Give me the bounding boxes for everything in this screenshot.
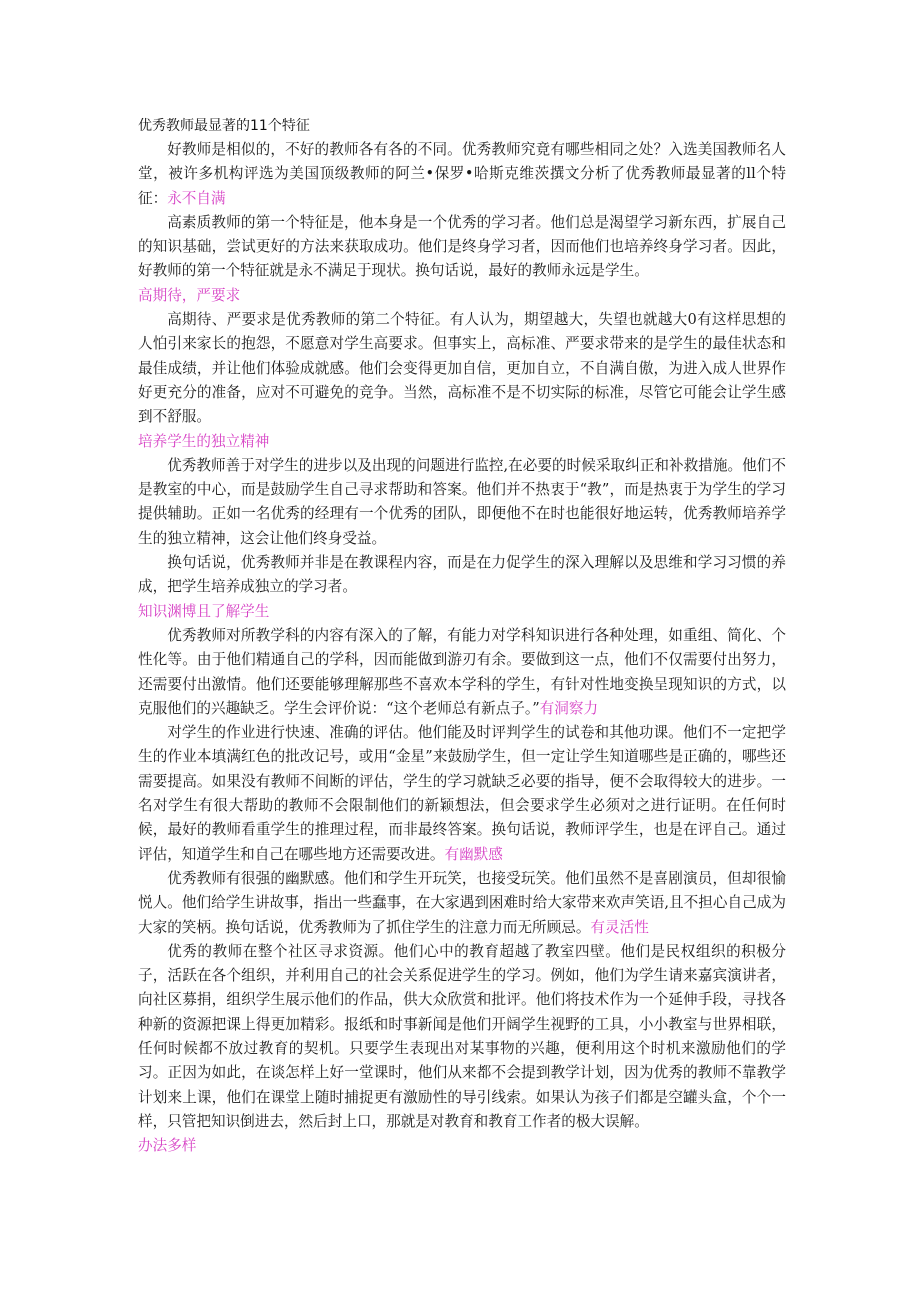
paragraph-independence-2: 换句话说，优秀教师并非是在教课程内容，而是在力促学生的深入理解以及思维和学习习惯的养成，把学生培养成独立的学习者。 <box>138 554 786 596</box>
section-heading-insight: 有洞察力 <box>539 699 599 717</box>
document-page <box>138 114 786 1158</box>
paragraph-lifelong-learner: 高素质教师的第一个特征是，他本身是一个优秀的学习者。他们总是渴望学习新东西，扩展自己的知识基础，尝试更好的方法来获取成功。他们是终身学习者，因而他们也培养终身学习者。因此，好教师的第一个特征就是永不满足于现状。换句话说，最好的教师永远是学生。 <box>138 213 786 280</box>
section-heading-never-satisfied: 永不自满 <box>167 189 226 207</box>
intro-text: 好教师是相似的，不好的教师各有各的不同。优秀教师究竟有哪些相同之处？入选美国教师名人堂，被许多机构评选为美国顶级教师的阿兰•保罗•哈斯克维茨撰文分析了优秀教师最显著的ll个特征： <box>138 141 786 207</box>
knowledgeable-text: 优秀教师对所教学科的内容有深入的了解，有能力对学科知识进行各种处理，如重组、简化、个性化等。由于他们精通自己的学科，因而能做到游刃有余。要做到这一点，他们不仅需要付出努力，还需要付出激情。他们还要能够理解那些不喜欢本学科的学生，有针对性地变换呈现知识的方式，以克服他们的兴趣缺乏。学生会评价说：“这个老师总有新点子。” <box>138 626 786 717</box>
paragraph-independence-1: 优秀教师善于对学生的进步以及出现的问题进行监控,在必要的时候采取纠正和补救措施。他们不是教室的中心，而是鼓励学生自己寻求帮助和答案。他们并不热衷于“教”，而是热衷于为学生的学习提供辅助。正如一名优秀的经理有一个优秀的团队，即便他不在时也能很好地运转，优秀教师培养学生的独立精神，这会让他们终身受益。 <box>138 456 786 547</box>
insight-text: 对学生的作业进行快速、准确的评估。他们能及时评判学生的试卷和其他功课。他们不一定把学生的作业本填满红色的批改记号，或用“金星”来鼓励学生，但一定让学生知道哪些是正确的，哪些还需要提高。如果没有教师不间断的评估，学生的学习就缺乏必要的指导，便不会取得较大的进步。一名对学生有很大帮助的教师不会限制他们的新颖想法，但会要求学生必须对之进行证明。在任何时候，最好的教师看重学生的推理过程，而非最终答案。换句话说，教师评学生，也是在评自己。通过评估，知道学生和自己在哪些地方还需要改进。 <box>138 724 786 863</box>
section-heading-flexibility: 有灵活性 <box>590 918 649 936</box>
section-heading-humor: 有幽默感 <box>444 845 503 863</box>
section-heading-knowledgeable: 知识渊博且了解学生 <box>138 602 270 620</box>
paragraph-humor <box>138 867 786 940</box>
paragraph-high-expectations: 高期待、严要求是优秀教师的第二个特征。有人认为，期望越大，失望也就越大0有这样思想的人怕引来家长的抱怨，不愿意对学生高要求。但事实上，高标准、严要求带来的是学生的最佳状态和最佳成绩，并让他们体验成就感。他们会变得更加自信，更加自立，不自满自傲，为进入成人世界作好更充分的准备，应对不可避免的竞争。当然，高标准不是不切实际的标准，尽管它可能会让学生感到不舒服。 <box>138 311 786 426</box>
section-heading-independence: 培养学生的独立精神 <box>138 432 270 450</box>
section-heading-high-expectations: 高期待，严要求 <box>138 286 241 304</box>
section-heading-various-methods: 办法多样 <box>138 1137 197 1155</box>
paragraph-knowledgeable <box>138 624 786 721</box>
paragraph-flexibility: 优秀的教师在整个社区寻求资源。他们心中的教育超越了教室四壁。他们是民权组织的积极分子，活跃在各个组织，并利用自己的社会关系促进学生的学习。例如，他们为学生请来嘉宾演讲者，向社区募捐，组织学生展示他们的作品，供大众欣赏和批评。他们将技术作为一个延伸手段，寻找各种新的资源把课上得更加精彩。报纸和时事新闻是他们开阔学生视野的工具，小小教室与世界相联，任何时候都不放过教育的契机。只要学生表现出对某事物的兴趣，便利用这个时机来激励他们的学习。正因为如此，在谈怎样上好一堂课时，他们从来都不会提到教学计划，因为优秀的教师不靠教学计划来上课，他们在课堂上随时捕捉更有激励性的导引线索。如果认为孩子们都是空罐头盒，个个一样，只管把知识倒进去，然后封上口，那就是对教育和教育工作者的极大误解。 <box>138 942 786 1130</box>
intro-paragraph <box>138 138 786 211</box>
paragraph-insight <box>138 721 786 867</box>
document-title: 优秀教师最显著的11个特征 <box>138 118 310 134</box>
humor-text: 优秀教师有很强的幽默感。他们和学生开玩笑，也接受玩笑。他们虽然不是喜剧演员，但却很愉悦人。他们给学生讲故事，指出一些蠢事，在大家遇到困难时给大家带来欢声笑语,且不担心自己成为大家的笑柄。换句话说，优秀教师为了抓住学生的注意力而无所顾忌。 <box>138 869 786 936</box>
